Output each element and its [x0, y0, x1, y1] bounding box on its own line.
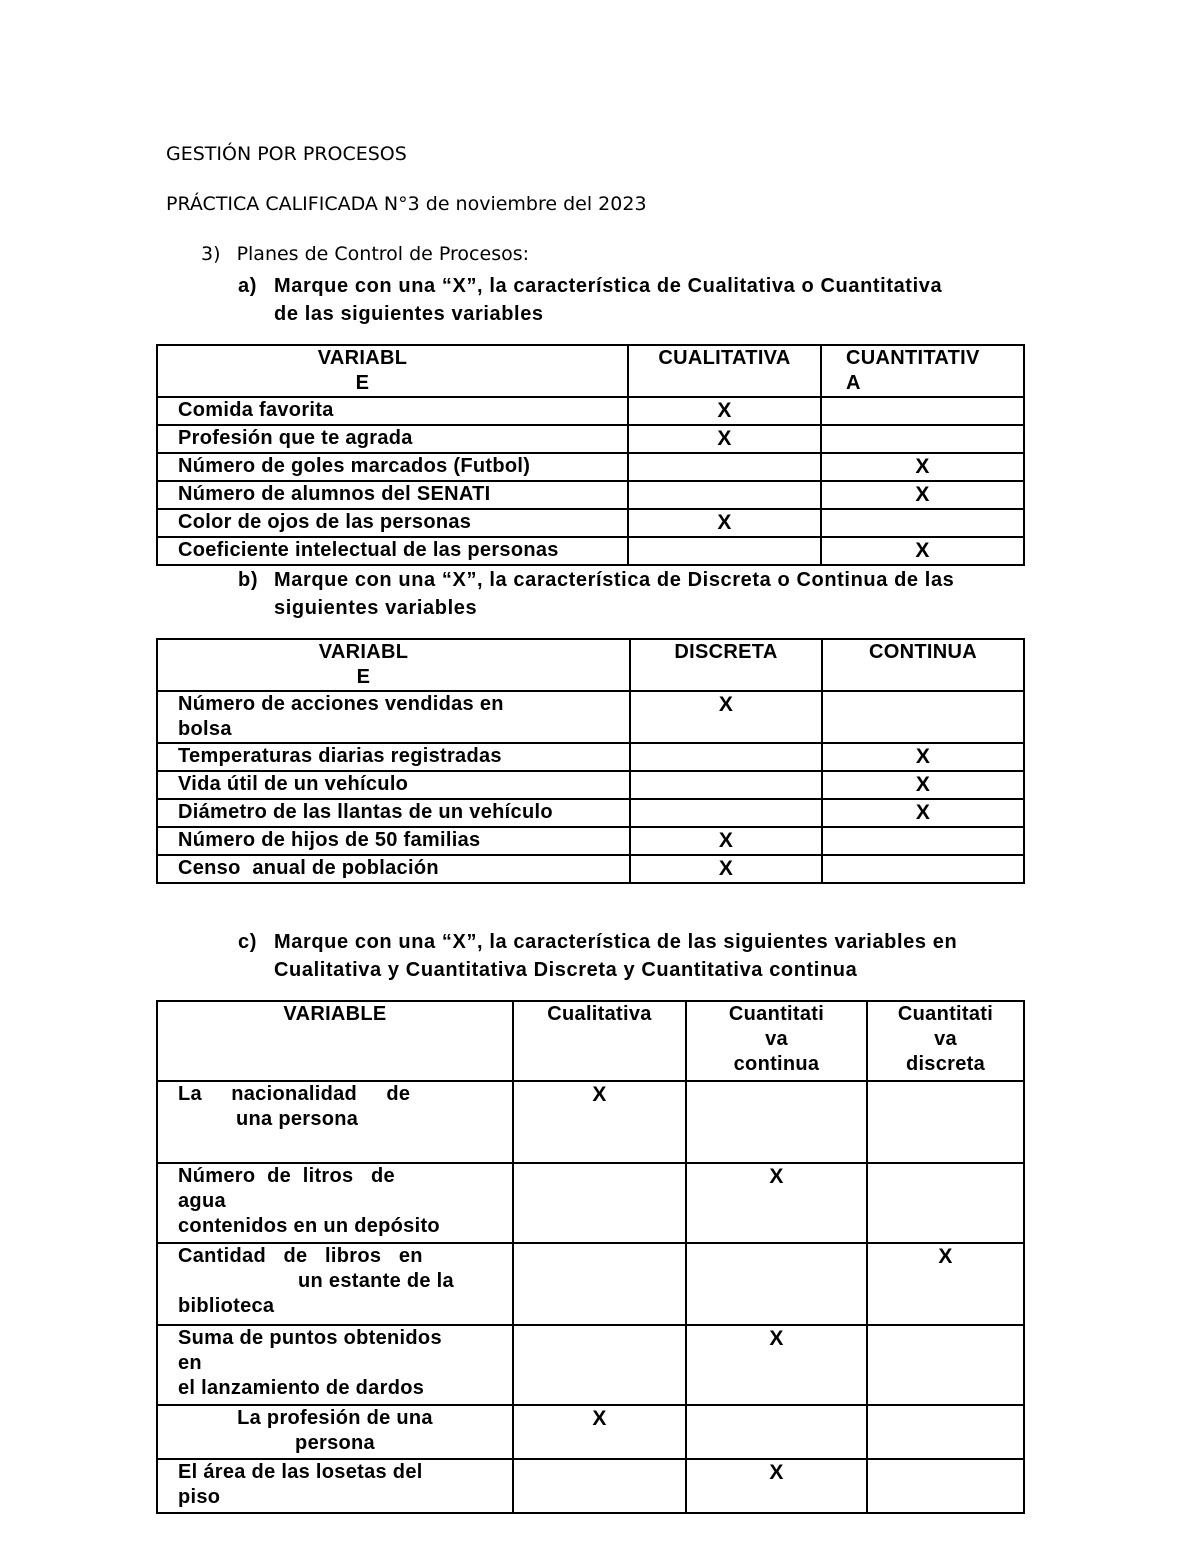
header-cualitativa: Cualitativa [513, 1001, 686, 1081]
row-variable: El área de las losetas del piso [157, 1459, 513, 1513]
table-row [157, 1459, 1024, 1513]
mark-cualitativa: X [513, 1081, 686, 1163]
table-row [157, 799, 1024, 827]
mark-continua: X [686, 1325, 867, 1405]
section-b-line1: Marque con una “X”, la característica de Discreta o Continua de las [274, 569, 955, 591]
mark-continua [822, 855, 1024, 883]
mark-discreta [867, 1081, 1024, 1163]
mark-continua: X [822, 743, 1024, 771]
header-cuantitativa: CUANTITATIV A [821, 345, 1024, 397]
mark-continua: X [822, 799, 1024, 827]
table-row [157, 509, 1024, 537]
item-title: Planes de Control de Procesos: [236, 243, 530, 265]
row-variable: Color de ojos de las personas [157, 509, 628, 537]
table-row [157, 397, 1024, 425]
mark-cuantitativa [821, 397, 1024, 425]
section-c-line1: Marque con una “X”, la característica de las siguientes variables en [274, 931, 958, 953]
mark-discreta: X [630, 827, 822, 855]
header-cuantitativa-discreta: Cuantitati va discreta [867, 1001, 1024, 1081]
table-row [157, 1243, 1024, 1325]
row-variable: Coeficiente intelectual de las personas [157, 537, 628, 565]
item-heading [201, 243, 529, 265]
row-variable: Cantidad de libros en un estante de la biblioteca [157, 1243, 513, 1325]
section-c-label: c) [238, 931, 257, 953]
course-title: GESTIÓN POR PROCESOS [166, 143, 407, 165]
mark-discreta [630, 799, 822, 827]
table-row [157, 1081, 1024, 1163]
row-variable: Comida favorita [157, 397, 628, 425]
table-row [157, 1405, 1024, 1459]
mark-continua: X [686, 1459, 867, 1513]
mark-cualitativa: X [628, 397, 821, 425]
table-row [157, 1163, 1024, 1243]
row-variable: Diámetro de las llantas de un vehículo [157, 799, 630, 827]
row-variable: Censo anual de población [157, 855, 630, 883]
mark-cualitativa [513, 1243, 686, 1325]
row-variable: Temperaturas diarias registradas [157, 743, 630, 771]
row-variable: Número de litros de agua contenidos en un depósito [157, 1163, 513, 1243]
table-row [157, 855, 1024, 883]
mark-continua [822, 827, 1024, 855]
mark-cualitativa [628, 453, 821, 481]
row-variable: Número de alumnos del SENATI [157, 481, 628, 509]
table-row [157, 481, 1024, 509]
section-c-line2: Cualitativa y Cuantitativa Discreta y Cuantitativa continua [274, 959, 858, 981]
row-variable: Vida útil de un vehículo [157, 771, 630, 799]
mark-cualitativa [628, 481, 821, 509]
mark-cuantitativa [821, 425, 1024, 453]
mark-discreta [867, 1459, 1024, 1513]
header-variable: VARIABL E [157, 639, 630, 691]
mark-discreta [867, 1163, 1024, 1243]
mark-continua: X [686, 1163, 867, 1243]
mark-discreta [867, 1405, 1024, 1459]
header-variable: VARIABL E [157, 345, 628, 397]
header-continua: CONTINUA [822, 639, 1024, 691]
header-cualitativa: CUALITATIVA [628, 345, 821, 397]
row-variable: La nacionalidad de una persona [157, 1081, 513, 1163]
mark-continua [686, 1405, 867, 1459]
table-b [156, 638, 1025, 884]
header-cuantitativa-continua: Cuantitati va continua [686, 1001, 867, 1081]
mark-cuantitativa: X [821, 537, 1024, 565]
mark-cuantitativa: X [821, 453, 1024, 481]
header-discreta: DISCRETA [630, 639, 822, 691]
mark-cualitativa: X [628, 509, 821, 537]
mark-cualitativa [513, 1163, 686, 1243]
mark-continua [686, 1243, 867, 1325]
table-row [157, 453, 1024, 481]
section-b-line2: siguientes variables [274, 597, 478, 619]
mark-cuantitativa [821, 509, 1024, 537]
row-variable: Profesión que te agrada [157, 425, 628, 453]
mark-discreta [630, 743, 822, 771]
mark-discreta [630, 771, 822, 799]
table-a-header [157, 345, 1024, 397]
row-variable: La profesión de una persona [157, 1405, 513, 1459]
header-variable: VARIABLE [157, 1001, 513, 1081]
section-a-line1: Marque con una “X”, la característica de Cualitativa o Cuantitativa [274, 275, 943, 297]
mark-discreta: X [867, 1243, 1024, 1325]
section-b-label: b) [238, 569, 259, 591]
mark-cualitativa [513, 1459, 686, 1513]
table-a [156, 344, 1025, 566]
section-c-instruction [238, 928, 1038, 984]
table-c [156, 1000, 1025, 1514]
table-row [157, 743, 1024, 771]
table-row [157, 827, 1024, 855]
table-row [157, 425, 1024, 453]
row-variable: Número de goles marcados (Futbol) [157, 453, 628, 481]
row-variable: Número de hijos de 50 familias [157, 827, 630, 855]
item-number: 3) [201, 243, 221, 265]
table-row [157, 771, 1024, 799]
row-variable: Suma de puntos obtenidos en el lanzamiento de dardos [157, 1325, 513, 1405]
mark-discreta [867, 1325, 1024, 1405]
mark-cualitativa: X [628, 425, 821, 453]
section-b-instruction [238, 566, 1038, 622]
section-a-instruction [238, 272, 1038, 328]
mark-discreta: X [630, 691, 822, 743]
mark-cualitativa [513, 1325, 686, 1405]
mark-cualitativa [628, 537, 821, 565]
mark-cualitativa: X [513, 1405, 686, 1459]
section-a-line2: de las siguientes variables [274, 303, 544, 325]
table-row [157, 537, 1024, 565]
mark-cuantitativa: X [821, 481, 1024, 509]
mark-continua [686, 1081, 867, 1163]
mark-discreta: X [630, 855, 822, 883]
mark-continua [822, 691, 1024, 743]
exam-title: PRÁCTICA CALIFICADA N°3 de noviembre del 2023 [166, 193, 647, 215]
table-b-header [157, 639, 1024, 691]
table-row [157, 691, 1024, 743]
mark-continua: X [822, 771, 1024, 799]
row-variable: Número de acciones vendidas en bolsa [157, 691, 630, 743]
section-a-label: a) [238, 275, 257, 297]
table-c-header [157, 1001, 1024, 1081]
table-row [157, 1325, 1024, 1405]
